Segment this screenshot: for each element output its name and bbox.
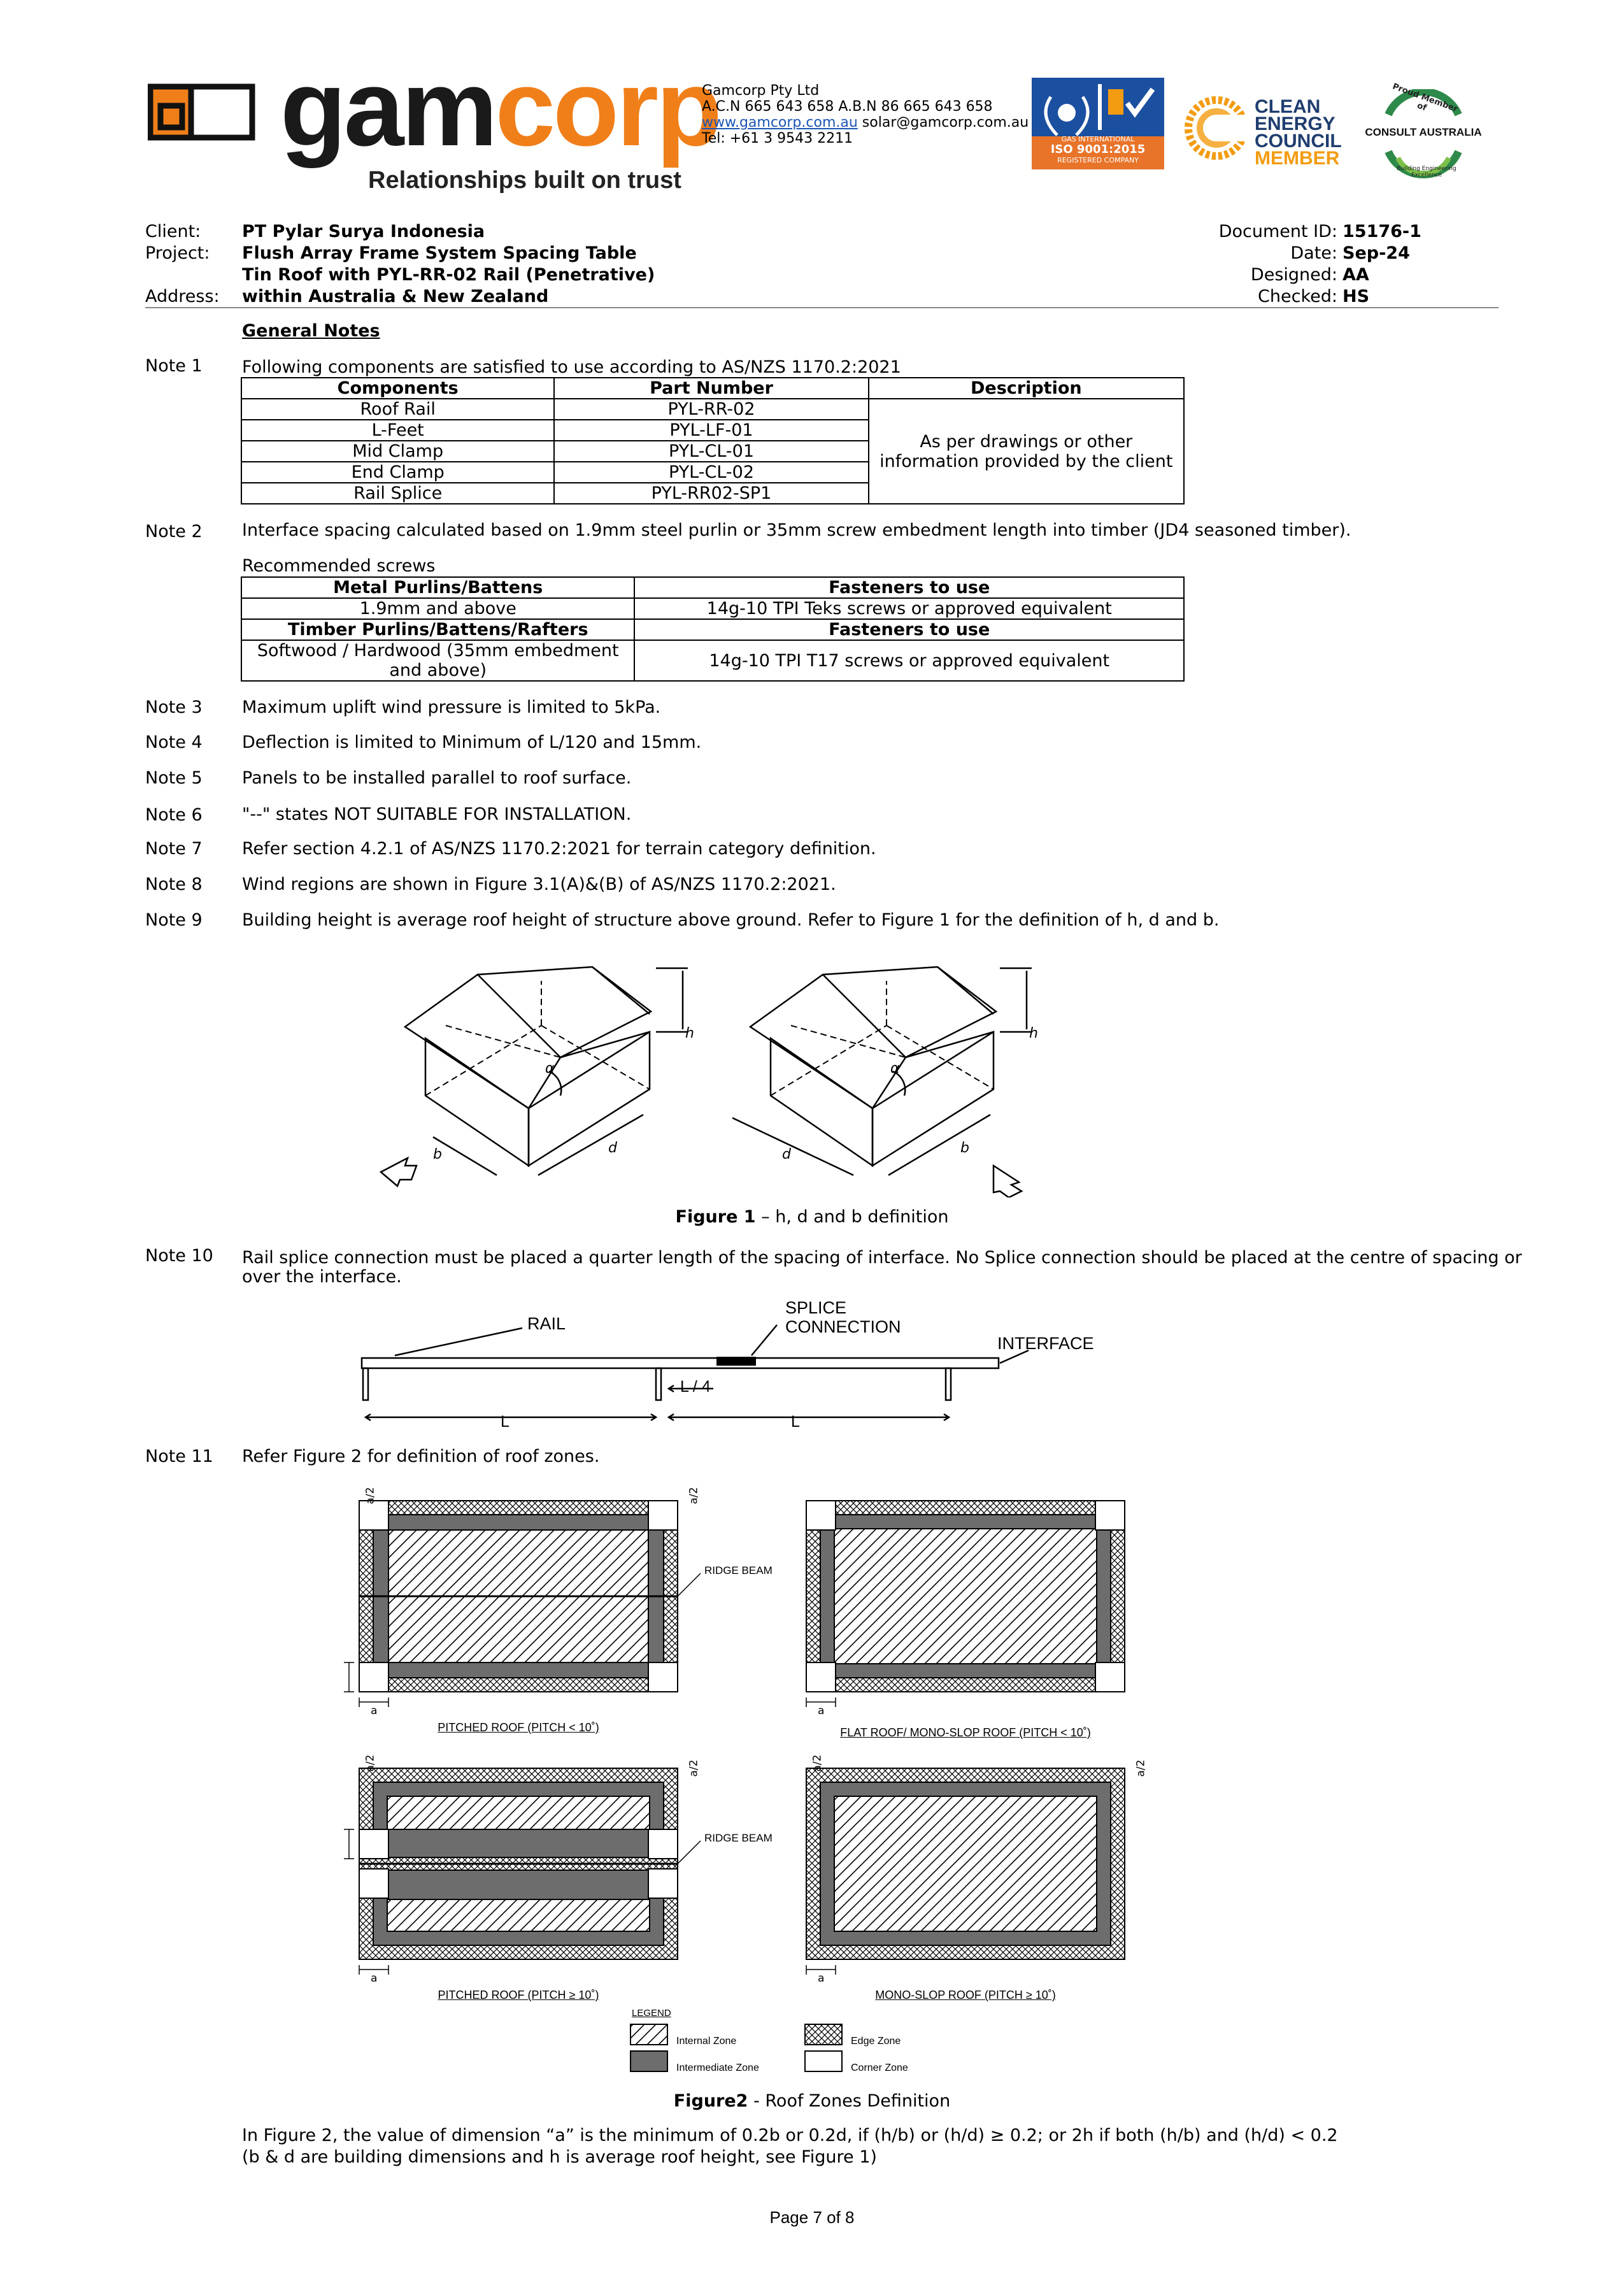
legend-intermediate: Intermediate Zone (676, 2063, 759, 2073)
designed-value: AA (1343, 265, 1369, 285)
ca-top: Proud Member of (1391, 82, 1459, 115)
metal-header: Metal Purlins/Battens (241, 577, 634, 598)
cec-line3: COUNCIL (1255, 131, 1342, 152)
table-row (241, 640, 1184, 681)
splice-length-label-2: L (791, 1413, 800, 1431)
note-11-label: Note 11 (145, 1447, 213, 1466)
company-acn: A.C.N 665 643 658 A.B.N 86 665 643 658 (702, 99, 993, 115)
component-name: End Clamp (241, 462, 554, 483)
roof-zone-pitched-high (359, 1768, 678, 1959)
figure-1-diagram (369, 955, 1108, 1198)
iso-label: ISO 9001:2015 (1050, 143, 1146, 156)
note-7-label: Note 7 (145, 839, 203, 859)
figure-1-caption (0, 1206, 1624, 1228)
screws-table (241, 576, 1185, 682)
fig2-title-4: MONO-SLOP ROOF (PITCH ≥ 10˚) (875, 1989, 1056, 2001)
note-9-text: Building height is average roof height of structure above ground. Refer to Figure 1 for the definition of h, d and b. (242, 910, 1220, 930)
note-3-label: Note 3 (145, 697, 203, 717)
dim-a-label-1: a (371, 1705, 378, 1717)
fig1-label-alpha-a: α (545, 1061, 555, 1076)
note-2-label: Note 2 (145, 522, 203, 541)
dim-a2-label-1: a/2 (364, 1487, 377, 1505)
dim-a-label-2: a (818, 1705, 825, 1717)
fig1-label-b-a: b (433, 1147, 442, 1162)
part-number: PYL-CL-01 (554, 441, 868, 462)
company-tel: Tel: +61 3 9543 2211 (702, 131, 853, 147)
address-value: within Australia & New Zealand (242, 287, 549, 306)
tagline: Relationships built on trust (368, 167, 681, 194)
part-number: PYL-CL-02 (554, 462, 868, 483)
table-row (241, 619, 1184, 640)
description-line-2: information provided by the client (880, 451, 1173, 471)
fig1-label-b-b: b (960, 1140, 969, 1156)
date-label: Date: (1290, 243, 1337, 263)
checked-label: Checked: (1258, 287, 1337, 306)
component-name: L-Feet (241, 420, 554, 441)
fasteners-header: Fasteners to use (634, 577, 1184, 598)
note-8-text: Wind regions are shown in Figure 3.1(A)&(B) of AS/NZS 1170.2:2021. (242, 875, 836, 894)
timber-type (241, 640, 634, 681)
note-10-text-2: over the interface. (242, 1267, 402, 1287)
fasteners-header-2: Fasteners to use (634, 619, 1184, 640)
description-cell (869, 399, 1184, 504)
footer-text-2: (b & d are building dimensions and h is average roof height, see Figure 1) (242, 2147, 877, 2167)
iso-sub2: REGISTERED COMPANY (1057, 156, 1139, 164)
company-name: Gamcorp Pty Ltd (702, 83, 820, 99)
note-11-text: Refer Figure 2 for definition of roof zones. (242, 1447, 600, 1466)
figure-1-caption-rest: – h, d and b definition (755, 1207, 949, 1227)
note-3-text: Maximum uplift wind pressure is limited to 5kPa. (242, 697, 661, 717)
dim-a-label-3: a (371, 1972, 378, 1985)
dim-a2-label-2: a/2 (687, 1487, 701, 1505)
figure-2-caption-bold: Figure2 (673, 2091, 748, 2111)
brand-wordmark (280, 48, 720, 169)
components-header: Components (241, 378, 554, 399)
note-10-label: Note 10 (145, 1246, 213, 1266)
dim-a2-label-4: a/2 (687, 1759, 701, 1777)
company-email: solar@gamcorp.com.au (862, 115, 1029, 131)
legend-title: LEGEND (632, 2008, 671, 2019)
general-notes-title: General Notes (242, 321, 380, 341)
part-number: PYL-RR-02 (554, 399, 868, 420)
note-6-label: Note 6 (145, 805, 203, 825)
part-number-header: Part Number (554, 378, 868, 399)
timber-type-line-1: Softwood / Hardwood (35mm embedment (257, 641, 619, 661)
fig1-label-h-a: h (685, 1026, 694, 1041)
note-2-text: Interface spacing calculated based on 1.9mm steel purlin or 35mm screw embedment length into timber (JD4 seasoned timber). (242, 520, 1351, 540)
fig1-label-d-a: d (608, 1140, 617, 1156)
note-4-label: Note 4 (145, 733, 203, 752)
figure-2-caption (0, 2091, 1624, 2112)
client-value: PT Pylar Surya Indonesia (242, 222, 485, 241)
legend-internal: Internal Zone (676, 2036, 737, 2047)
splice-diagram (357, 1299, 1108, 1440)
note-8-label: Note 8 (145, 875, 203, 894)
note-5-label: Note 5 (145, 768, 203, 788)
splice-connection-label-1: SPLICE (785, 1298, 847, 1317)
address-label: Address: (145, 287, 220, 306)
ridge-beam-label-1: RIDGE BEAM (704, 1564, 773, 1576)
gamcorp-logo-icon (148, 82, 256, 143)
component-name: Mid Clamp (241, 441, 554, 462)
project-value-2: Tin Roof with PYL-RR-02 Rail (Penetrative) (242, 265, 655, 285)
part-number: PYL-RR02-SP1 (554, 483, 868, 504)
splice-rail-label: RAIL (527, 1314, 566, 1333)
roof-zone-pitched-low (359, 1501, 678, 1692)
note-2-sub: Recommended screws (242, 556, 436, 576)
header-divider (145, 307, 1499, 308)
page-number: Page 7 of 8 (769, 2208, 855, 2227)
cec-line1: CLEAN (1255, 96, 1321, 117)
description-header: Description (869, 378, 1184, 399)
iso-sub1: GAS INTERNATIONAL (1061, 135, 1135, 143)
fig1-label-h-b: h (1029, 1026, 1038, 1041)
note-10-text-1: Rail splice connection must be placed a quarter length of the spacing of interface. No Splice connection should be placed at the centre of spacing or (242, 1248, 1522, 1268)
dim-a2-label-6: a/2 (1134, 1759, 1148, 1777)
iso-badge (1032, 78, 1164, 169)
project-label: Project: (145, 243, 210, 263)
footer-text-1: In Figure 2, the value of dimension “a” is the minimum of 0.2b or 0.2d, if (h/b) or (h/d) ≥ 0.2; or 2h if both (h/b) and (h/d) < 0.2 (242, 2126, 1338, 2145)
project-value-1: Flush Array Frame System Spacing Table (242, 243, 637, 263)
splice-connection-block (716, 1357, 756, 1366)
ca-main: CONSULT AUSTRALIA (1365, 126, 1482, 138)
dim-a2-label-3: a/2 (364, 1754, 377, 1772)
legend-corner: Corner Zone (851, 2063, 908, 2073)
brand-plain: gam (280, 48, 495, 169)
splice-length-label-1: L (501, 1413, 509, 1431)
note-1-label: Note 1 (145, 356, 203, 376)
client-label: Client: (145, 222, 201, 241)
note-7-text: Refer section 4.2.1 of AS/NZS 1170.2:2021 for terrain category definition. (242, 839, 876, 859)
ca-bottom: Building Engineering Excellence (1397, 166, 1457, 178)
part-number: PYL-LF-01 (554, 420, 868, 441)
roof-zone-monoslope (806, 1768, 1125, 1959)
date-value: Sep-24 (1343, 243, 1410, 263)
cec-line4: MEMBER (1255, 148, 1340, 169)
metal-fastener: 14g-10 TPI Teks screws or approved equivalent (634, 598, 1184, 619)
docid-label: Document ID: (1218, 222, 1337, 241)
company-info (702, 83, 1029, 147)
note-9-label: Note 9 (145, 910, 203, 930)
cec-line2: ENERGY (1255, 113, 1336, 134)
metal-thickness: 1.9mm and above (241, 598, 634, 619)
cec-logo-icon (1181, 89, 1251, 167)
fig1-label-d-b: d (782, 1147, 791, 1162)
note-4-text: Deflection is limited to Minimum of L/120 and 15mm. (242, 733, 702, 752)
ridge-beam-label-2: RIDGE BEAM (704, 1832, 773, 1844)
component-name: Rail Splice (241, 483, 554, 504)
table-row (241, 399, 1184, 420)
components-table (241, 377, 1185, 504)
checked-value: HS (1343, 287, 1370, 306)
table-row (241, 577, 1184, 598)
docid-value: 15176-1 (1343, 222, 1421, 241)
cec-text (1255, 98, 1342, 167)
note-1-text: Following components are satisfied to use according to AS/NZS 1170.2:2021 (242, 357, 901, 377)
designed-label: Designed: (1250, 265, 1337, 285)
timber-type-line-2: and above) (389, 661, 487, 680)
component-name: Roof Rail (241, 399, 554, 420)
fig1-label-alpha-b: α (890, 1061, 900, 1076)
fig2-title-2: FLAT ROOF/ MONO-SLOP ROOF (PITCH < 10˚) (840, 1726, 1091, 1739)
roof-zone-flat (806, 1501, 1125, 1692)
note-6-text: "--" states NOT SUITABLE FOR INSTALLATION. (242, 804, 632, 824)
fig2-title-1: PITCHED ROOF (PITCH < 10˚) (438, 1721, 599, 1734)
description-line-1: As per drawings or other (920, 431, 1133, 452)
splice-connection-label-2: CONNECTION (785, 1317, 901, 1336)
splice-interface-label: INTERFACE (997, 1334, 1094, 1353)
figure-2-caption-rest: - Roof Zones Definition (748, 2091, 951, 2111)
dim-a-label-4: a (818, 1972, 825, 1985)
table-row (241, 598, 1184, 619)
splice-quarter-label: L / 4 (680, 1378, 711, 1396)
timber-fastener: 14g-10 TPI T17 screws or approved equivalent (634, 640, 1184, 681)
table-row (241, 378, 1184, 399)
timber-header: Timber Purlins/Battens/Rafters (241, 619, 634, 640)
brand-accent: corp (495, 48, 720, 169)
figure-1-caption-bold: Figure 1 (675, 1207, 756, 1227)
note-5-text: Panels to be installed parallel to roof surface. (242, 768, 632, 788)
fig2-title-3: PITCHED ROOF (PITCH ≥ 10˚) (438, 1989, 599, 2001)
legend-edge: Edge Zone (851, 2036, 901, 2047)
company-web-link[interactable]: www.gamcorp.com.au (702, 115, 858, 131)
dim-a2-label-5: a/2 (811, 1754, 824, 1772)
